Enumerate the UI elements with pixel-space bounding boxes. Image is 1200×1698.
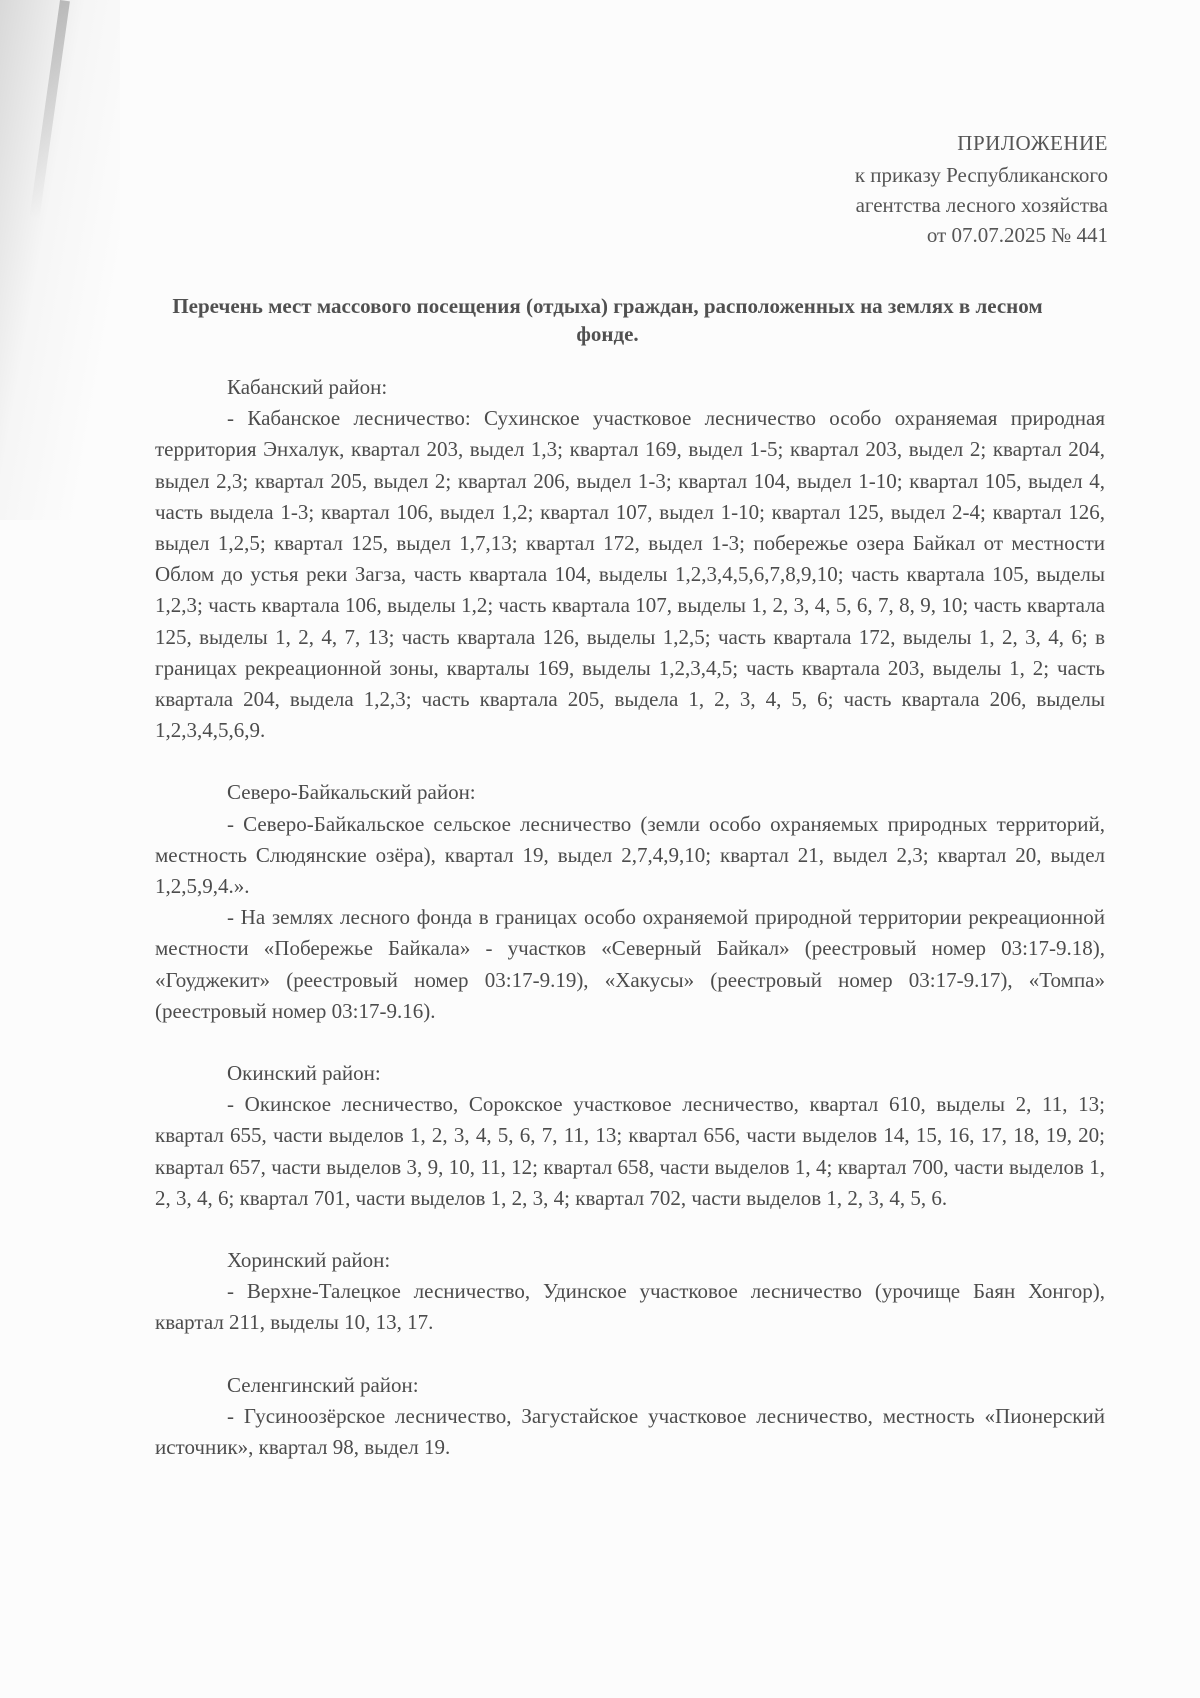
section-paragraph: - Окинское лесничество, Сорокское участковое лесничество, квартал 610, выделы 2, 11, 13; квартал 655, части выделов 1, 2, 3, 4, 5, 6, 7, 11, 13; квартал 656, части выделов 14, 15, 16, 17, 18, 19, 20; квартал 657, части выделов 3, 9, 10, 11, 12; квартал 658, части выделов 1, 4; квартал 700, части выделов 1, 2, 3, 4, 6; квартал 701, части выделов 1, 2, 3, 4; квартал 702, части выделов 1, 2, 3, 4, 5, 6. — [155, 1092, 1105, 1210]
section-heading: Селенгинский район: — [227, 1372, 419, 1397]
appendix-line-3: от 07.07.2025 № 441 — [926, 223, 1108, 247]
section-okinsky — [155, 1058, 1105, 1214]
section-paragraph: - Верхне-Талецкое лесничество, Удинское участковое лесничество (урочище Баян Хонгор), квартал 211, выделы 10, 13, 17. — [155, 1279, 1105, 1335]
appendix-line-1: к приказу Республиканского — [854, 163, 1108, 187]
document-body — [155, 372, 1105, 1494]
section-khorinsky — [155, 1245, 1105, 1339]
section-selenginsky — [155, 1370, 1105, 1464]
section-paragraph: - Гусиноозёрское лесничество, Загустайское участковое лесничество, местность «Пионерский источник», квартал 98, выдел 19. — [155, 1403, 1105, 1460]
section-paragraph: - Северо-Байкальское сельское лесничество (земли особо охраняемых природных территорий, местность Слюдянские озёра), квартал 19, выдел 2,7,4,9,10; квартал 21, выдел 2,3; квартал 20, выдел 1,2,5,9,4.». — [155, 811, 1105, 899]
scan-streak — [29, 0, 70, 219]
section-heading: Окинский район: — [227, 1061, 381, 1086]
appendix-title: ПРИЛОЖЕНИЕ — [957, 131, 1108, 155]
section-severo-baikalsky — [155, 777, 1105, 1027]
scan-shadow — [0, 0, 120, 520]
section-kabansky — [155, 372, 1105, 746]
section-paragraph: - На землях лесного фонда в границах особо охраняемой природной территории рекреационной местности «Побережье Байкала» - участков «Северный Байкал» (реестровый номер 03:17-9.18), «Гоуджекит» (реестровый номер 03:17-9.19), «Хакусы» (реестровый номер 03:17-9.17), «Томпа» (реестровый номер 03:17-9.16). — [155, 905, 1105, 1023]
section-heading: Северо-Байкальский район: — [227, 780, 476, 805]
section-paragraph: - Кабанское лесничество: Сухинское участковое лесничество особо охраняемая природная территория Энхалук, квартал 203, выдел 1,3; квартал 169, выдел 1-5; квартал 203, выдел 2; квартал 204, выдел 2,3; квартал 205, выдел 2; квартал 206, выдел 1-3; квартал 104, выдел 1-10; квартал 105, выдел 4, часть выдела 1-3; квартал 106, выдел 1,2; квартал 107, выдел 1-10; квартал 125, выдел 2-4; квартал 126, выдел 1,2,5; квартал 125, выдел 1,7,13; квартал 172, выдел 1-3; побережье озера Байкал от местности Облом до устья реки Загза, часть квартала 104, выделы 1,2,3,4,5,6,7,8,9,10; часть квартала 105, выделы 1,2,3; часть квартала 106, выделы 1,2; часть квартала 107, выделы 1, 2, 3, 4, 5, 6, 7, 8, 9, 10; часть квартала 125, выделы 1, 2, 4, 7, 13; часть квартала 126, выделы 1,2,5; часть квартала 172, выделы 1, 2, 3, 4, 6; в границах рекреационной зоны, кварталы 169, выделы 1,2,3,4,5; часть квартала 203, выделы 1, 2; часть квартала 204, выдела 1,2,3; часть квартала 205, выдела 1, 2, 3, 4, 5, 6; часть квартала 206, выделы 1,2,3,4,5,6,9. — [155, 406, 1105, 743]
section-heading: Хоринский район: — [227, 1248, 391, 1273]
appendix-line-2: агентства лесного хозяйства — [855, 193, 1108, 217]
section-heading: Кабанский район: — [227, 375, 388, 399]
document-title: Перечень мест массового посещения (отдыха) граждан, расположенных на землях в лесном фонде. — [172, 294, 1043, 346]
appendix-header — [855, 128, 1108, 250]
